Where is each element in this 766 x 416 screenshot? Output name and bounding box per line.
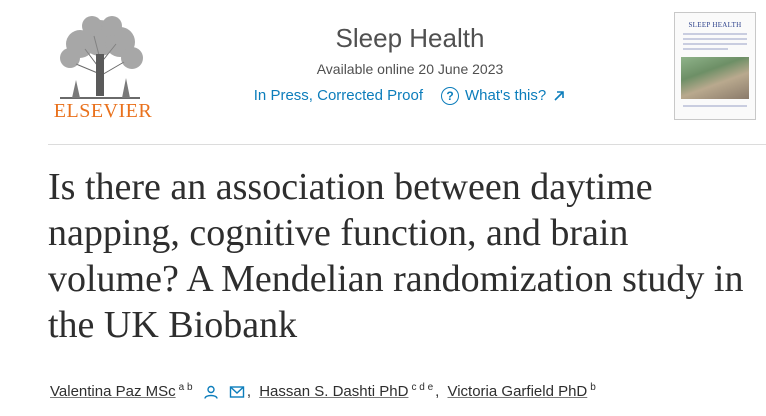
author-separator: , (435, 383, 440, 400)
person-icon[interactable] (203, 385, 219, 399)
cover-text-lines (683, 33, 747, 53)
mail-icon[interactable] (229, 385, 245, 399)
article-status-link[interactable]: In Press, Corrected Proof (253, 87, 423, 104)
author-list (50, 382, 766, 402)
whats-this-label: What's this? (465, 87, 547, 104)
tree-logo-icon (50, 14, 150, 100)
status-row (220, 86, 600, 106)
external-arrow-icon (552, 89, 566, 103)
help-circle-icon: ? (441, 87, 459, 105)
author-affiliations[interactable]: b (590, 382, 596, 393)
author-affiliations[interactable]: c d e (411, 382, 434, 393)
author-link[interactable]: Victoria Garfield PhD (447, 383, 588, 400)
cover-image (681, 57, 749, 99)
author-link[interactable]: Hassan S. Dashti PhD (259, 383, 409, 400)
journal-info (220, 22, 600, 106)
whats-this-link[interactable] (441, 86, 566, 106)
author-link[interactable]: Valentina Paz MSc (50, 383, 176, 400)
availability-date: Available online 20 June 2023 (316, 61, 504, 77)
author-separator: , (246, 383, 252, 400)
cover-title: SLEEP HEALTH (688, 21, 742, 29)
author-affiliations[interactable]: a b (178, 382, 193, 393)
article-title: Is there an association between daytime napping, cognitive function, and brain volume? A Mendelian randomization study in the UK Biobank (48, 166, 744, 346)
journal-cover[interactable] (674, 12, 756, 120)
publisher-logo[interactable] (48, 14, 158, 126)
publisher-wordmark: ELSEVIER (53, 100, 153, 122)
cover-footer-line (683, 105, 747, 107)
journal-title[interactable]: Sleep Health (335, 23, 485, 53)
article-header (0, 0, 766, 140)
header-divider (48, 144, 766, 145)
